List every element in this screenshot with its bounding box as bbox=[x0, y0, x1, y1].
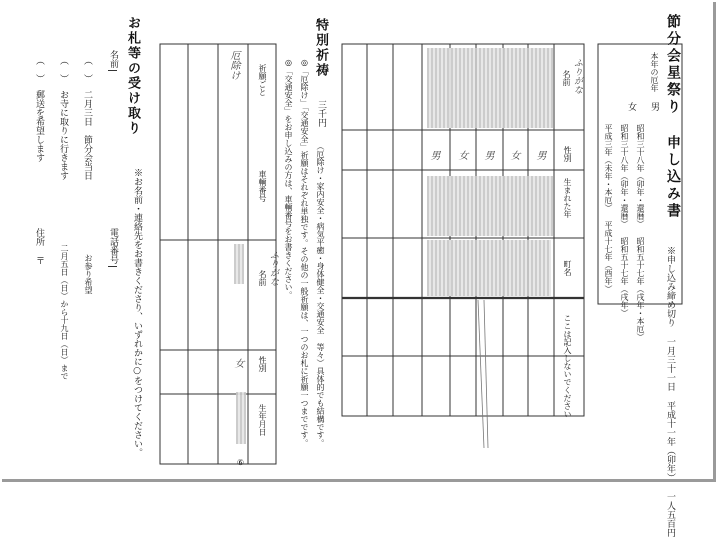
receipt-option-2-sub: 二月五日（日）から十九日（日）まで bbox=[60, 244, 69, 380]
receipt-note: ※お名前・連絡先をお書きくださり、いずれかに○をつけてください。 bbox=[132, 168, 142, 457]
receipt-option-1-mark[interactable]: （ ） bbox=[82, 56, 92, 83]
deadline-note: ※申し込み締め切り 一月三十一日 平成十一年（卯年） 一人五百円 bbox=[665, 246, 675, 537]
redacted-birth-entries bbox=[427, 176, 553, 236]
receipt-heading: お札等の受け取り bbox=[125, 16, 140, 136]
receipt-option-3-mark[interactable]: （ ） bbox=[34, 56, 44, 83]
redacted-town-entries bbox=[427, 240, 551, 296]
postal-mark: 〒 bbox=[34, 256, 44, 265]
main-sex-header: 性別 bbox=[563, 146, 572, 162]
sex-entry-5: 男 bbox=[428, 150, 439, 160]
prayer-name-header: 名前 bbox=[258, 270, 267, 286]
sex-entry-4: 女 bbox=[456, 150, 467, 160]
receipt-option-1-text: 二月三日 節分会当日 bbox=[82, 90, 92, 180]
special-prayer-description: （厄除け・家内安全・病気平癒・身体健全・交通安全 等々）具体的でも結構です。 bbox=[316, 142, 325, 447]
special-prayer-note-2: ◎「交通安全」をお申し込みの方は、車輌番号をお書きください。 bbox=[284, 58, 293, 299]
yakudoshi-line-3: 平成三年（未年・本厄） 平成十七年（酉年） bbox=[604, 124, 613, 293]
prayer-furigana-header: ふりがな bbox=[268, 250, 278, 286]
prayer-header: 祈願ごと bbox=[258, 64, 267, 96]
receipt-option-3-text: 郵送を希望します bbox=[34, 90, 44, 162]
receipt-phone-label: 電話番号 bbox=[108, 228, 117, 267]
page-title: 節分会星祭り 申し込み書 bbox=[665, 14, 681, 220]
special-prayer-note-1: ◎「厄除け」「交通安全」祈願はそれぞれ単独です。その他の一般祈願は、一つのお札に祈願一つまでです。 bbox=[300, 58, 309, 447]
yakudoshi-heading: 本年の厄年 bbox=[650, 52, 659, 92]
page-number: ⑥ bbox=[236, 458, 245, 467]
receipt-option-2-text: お寺に取りに行きます bbox=[58, 90, 68, 180]
receipt-option-2-mark[interactable]: （ ） bbox=[58, 56, 68, 83]
yakudoshi-male-label: 男 bbox=[649, 102, 659, 111]
redacted-prayer-name bbox=[234, 244, 244, 284]
redacted-prayer-birth bbox=[236, 392, 246, 444]
vehicle-header: 車輌番号 bbox=[258, 170, 267, 202]
prayer-entry-value: 厄除け bbox=[228, 50, 239, 80]
special-prayer-price: 三千円 bbox=[316, 100, 326, 127]
main-office-use-note: ここは記入しないでください bbox=[563, 314, 572, 418]
redacted-name-entries bbox=[427, 48, 553, 128]
yakudoshi-line-1: 昭和三十八年（卯年・還暦） 昭和五十七年（戌年・本厄） bbox=[636, 124, 645, 341]
yakudoshi-line-2: 昭和三十八年（卯年・還暦） 昭和五十七年（戌年） bbox=[620, 124, 629, 317]
receipt-address-label: 住所 bbox=[34, 228, 44, 246]
receipt-option-1-sub: お参り希望 bbox=[84, 254, 93, 294]
special-prayer-heading: 特別祈祷 bbox=[313, 18, 328, 78]
main-town-header: 町名 bbox=[563, 260, 572, 276]
prayer-sex-header: 性別 bbox=[258, 356, 267, 372]
main-name-header: 名前 bbox=[562, 70, 571, 86]
prayer-birth-header: 生年月日 bbox=[258, 404, 267, 436]
sex-entry-1: 男 bbox=[534, 150, 545, 160]
yakudoshi-female-label: 女 bbox=[626, 102, 636, 111]
receipt-name-label: 名前 bbox=[108, 50, 117, 71]
sex-entry-2: 女 bbox=[508, 150, 519, 160]
main-birth-header: 生まれた年 bbox=[563, 178, 572, 218]
main-furigana-header: ふりがな bbox=[572, 58, 582, 94]
sex-entry-3: 男 bbox=[482, 150, 493, 160]
prayer-sex-value: 女 bbox=[232, 358, 243, 368]
